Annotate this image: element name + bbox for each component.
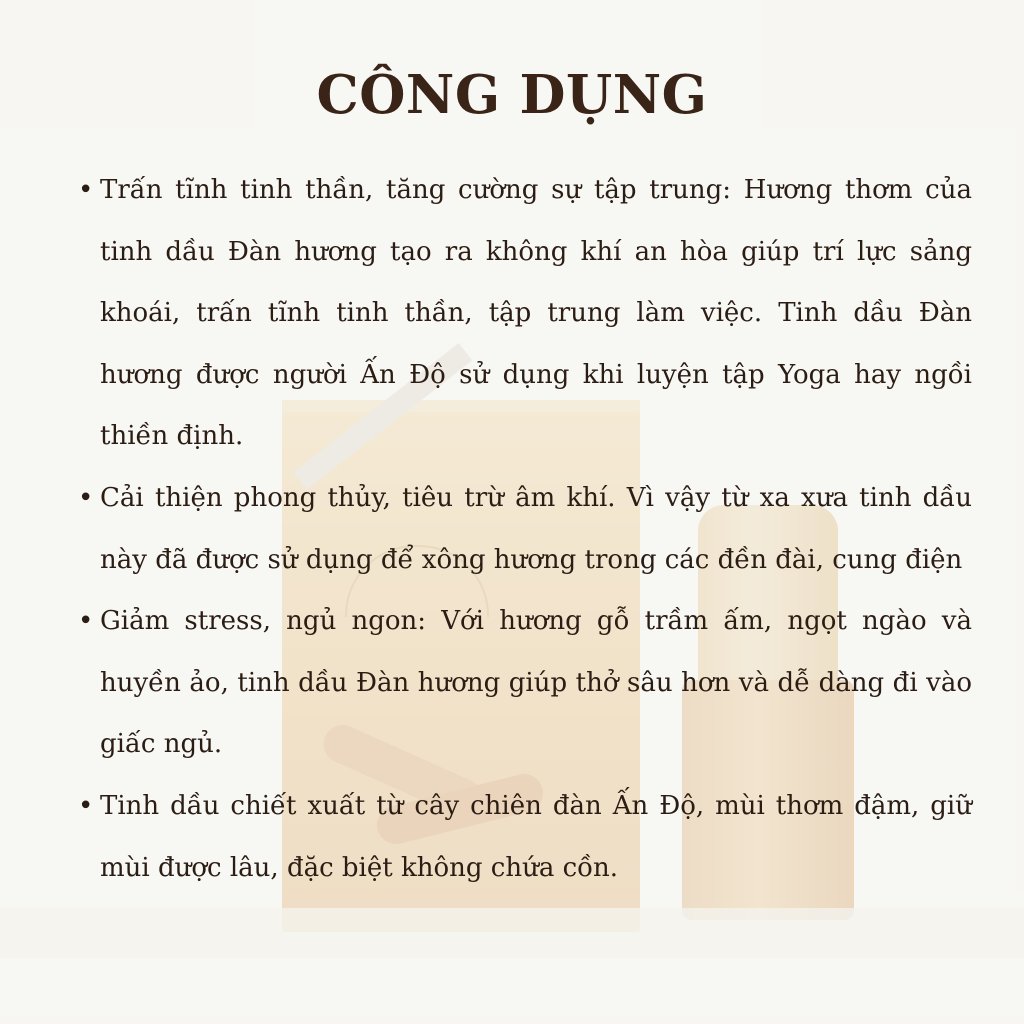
benefits-list — [76, 160, 972, 899]
list-item-text: Giảm stress, ngủ ngon: Với hương gỗ trầm ấm, ngọt ngào và huyền ảo, tinh dầu Đàn hương giúp thở sâu hơn và dễ dàng đi vào giấc ngủ. — [100, 606, 972, 760]
list-item-text: Tinh dầu chiết xuất từ cây chiên đàn Ấn Độ, mùi thơm đậm, giữ mùi được lâu, đặc biệt không chứa cồn. — [100, 790, 972, 883]
bullet-icon: • — [78, 606, 94, 637]
bullet-icon: • — [78, 790, 94, 821]
bullet-icon: • — [78, 482, 94, 513]
list-item-text: Trấn tĩnh tinh thần, tăng cường sự tập trung: Hương thơm của tinh dầu Đàn hương tạo ra không khí an hòa giúp trí lực sảng khoái, trấn tĩnh tinh thần, tập trung làm việc. Tinh dầu Đàn hương được người Ấn Độ sử dụng khi luyện tập Yoga hay ngồi thiền định. — [100, 175, 972, 452]
bullet-icon: • — [78, 175, 94, 205]
list-item — [76, 160, 972, 468]
page-title: CÔNG DỤNG — [316, 64, 708, 126]
list-item — [76, 776, 972, 899]
list-item — [76, 468, 972, 591]
list-item — [76, 591, 972, 776]
list-item-text: Cải thiện phong thủy, tiêu trừ âm khí. Vì vậy từ xa xưa tinh dầu này đã được sử dụng để xông hương trong các đền đài, cung điện — [100, 482, 972, 575]
